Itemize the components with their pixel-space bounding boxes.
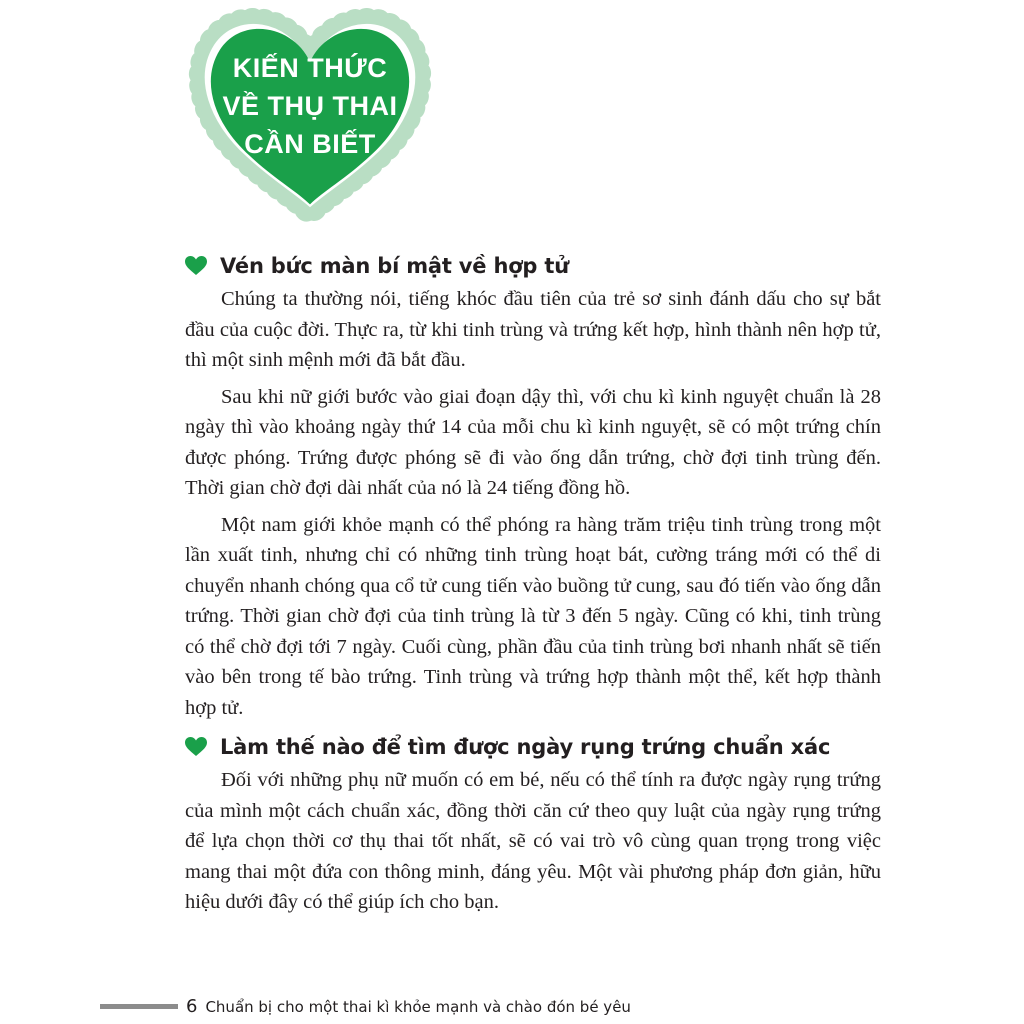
chapter-title-line-1: KIẾN THỨC	[232, 53, 388, 83]
section-title-2: Làm thế nào để tìm được ngày rụng trứng chuẩn xác	[220, 735, 831, 759]
footer-bar	[100, 1004, 178, 1009]
page-number: 6	[186, 996, 198, 1017]
chapter-title-line-2: VỀ THỤ THAI	[222, 91, 398, 121]
heart-bullet-icon	[185, 256, 207, 276]
paragraph: Một nam giới khỏe mạnh có thể phóng ra hàng trăm triệu tinh trùng trong một lần xuất tinh, nhưng chỉ có những tinh trùng hoạt bát, cường tráng mới có thể di chuyển nhanh chóng qua cổ tử cung tiến vào buồng tử cung, sau đó tiến vào ống dẫn trứng. Thời gian chờ đợi của tinh trùng là từ 3 đến 5 ngày. Cũng có khi, tinh trùng có thể chờ đợi tới 7 ngày. Cuối cùng, phần đầu của tinh trùng bơi nhanh nhất sẽ tiến vào bên trong tế bào trứng. Tinh trùng và trứng hợp thành một thể, kết hợp thành hợp tử.	[185, 513, 881, 719]
section-heading-2	[185, 729, 881, 765]
chapter-title	[183, 49, 437, 163]
paragraph: Chúng ta thường nói, tiếng khóc đầu tiên của trẻ sơ sinh đánh dấu cho sự bắt đầu của cuộc đời. Thực ra, từ khi tinh trùng và trứng kết hợp, hình thành nên hợp tử, thì một sinh mệnh mới đã bắt đầu.	[185, 288, 881, 371]
page-footer	[100, 996, 631, 1017]
paragraph: Đối với những phụ nữ muốn có em bé, nếu có thể tính ra được ngày rụng trứng của mình một cách chuẩn xác, đồng thời căn cứ theo quy luật của ngày rụng trứng để lựa chọn thời cơ thụ thai tốt nhất, sẽ có vai trò vô cùng quan trọng trong việc mang thai một đứa con thông minh, đáng yêu. Một vài phương pháp đơn giản, hữu hiệu dưới đây có thể giúp ích cho bạn.	[185, 769, 881, 913]
running-footer-title: Chuẩn bị cho một thai kì khỏe mạnh và chào đón bé yêu	[205, 997, 631, 1016]
section-title-1: Vén bức màn bí mật về hợp tử	[220, 254, 569, 278]
paragraph: Sau khi nữ giới bước vào giai đoạn dậy thì, với chu kì kinh nguyệt chuẩn là 28 ngày thì vào khoảng ngày thứ 14 của mỗi chu kì kinh nguyệt, sẽ có một trứng chín được phóng. Trứng được phóng sẽ đi vào ống dẫn trứng, chờ đợi tinh trùng đến. Thời gian chờ đợi dài nhất của nó là 24 tiếng đồng hồ.	[185, 385, 881, 499]
chapter-badge	[183, 2, 437, 226]
heart-bullet-icon	[185, 737, 207, 757]
chapter-title-line-3: CẦN BIẾT	[244, 129, 376, 159]
section-heading-1	[185, 248, 881, 284]
article-body	[185, 248, 881, 924]
